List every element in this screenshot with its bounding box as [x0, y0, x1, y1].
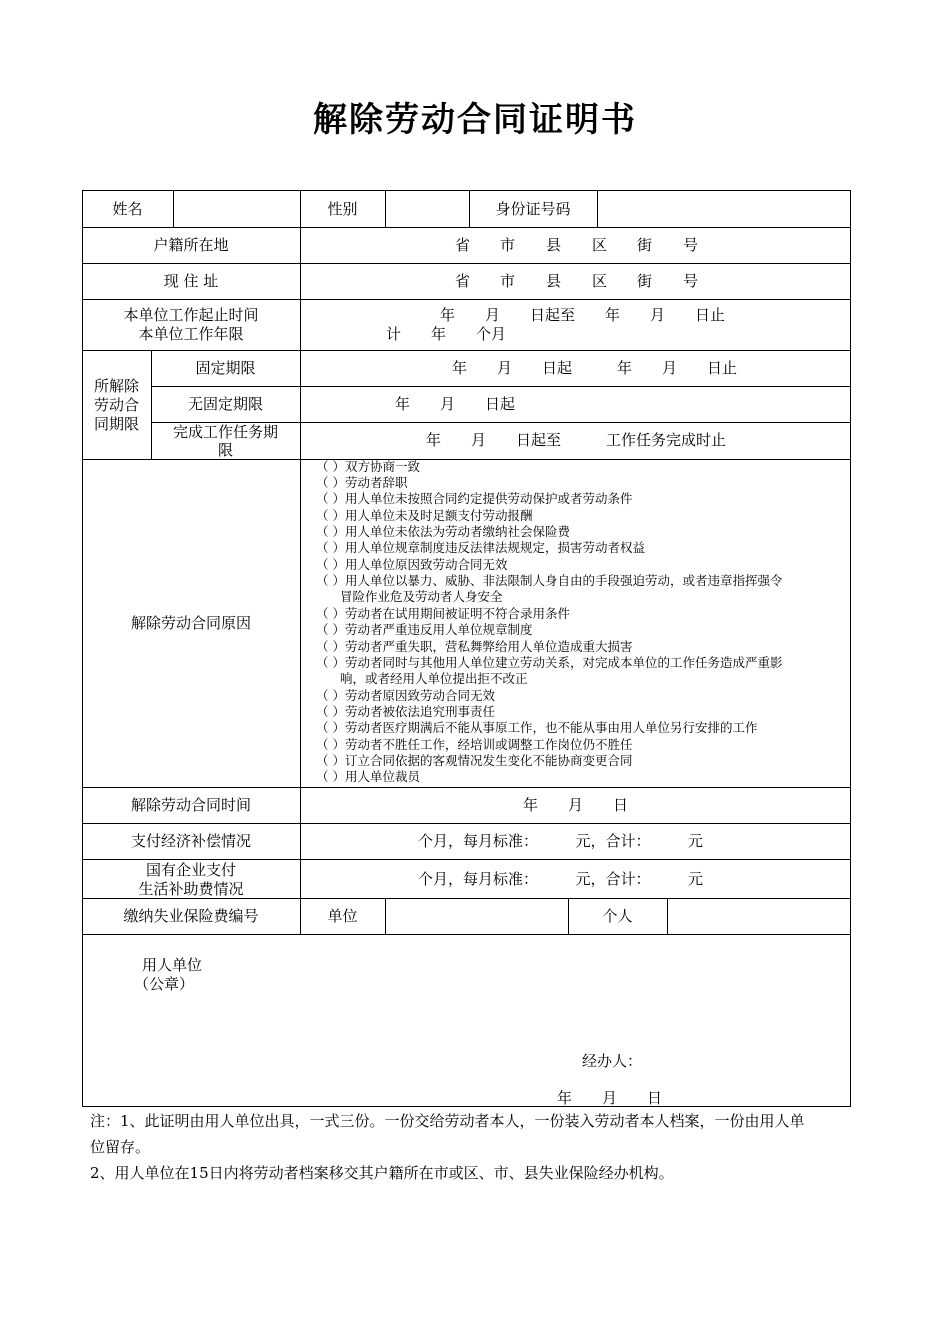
subsidy-label-cont: 生活补助费情况 [138, 880, 244, 898]
gender-field[interactable] [386, 191, 468, 226]
hukou-label: 户籍所在地 [153, 236, 229, 254]
reason-item[interactable]: （ ）劳动者严重违反用人单位规章制度 [316, 622, 533, 637]
task-term-value[interactable]: 年 月 日起至 工作任务完成时止 [426, 431, 727, 449]
insurance-unit-label: 单位 [327, 907, 358, 925]
handler-label[interactable]: 经办人： [582, 1052, 643, 1070]
address-number[interactable]: 号 [683, 272, 699, 290]
reason-item[interactable]: （ ）用人单位未按照合同约定提供劳动保护或者劳动条件 [316, 491, 633, 506]
hukou-number[interactable]: 号 [683, 236, 699, 254]
insurance-personal-label: 个人 [602, 907, 633, 925]
employer-label: 用人单位 [142, 956, 203, 974]
reason-item[interactable]: （ ）用人单位裁员 [316, 769, 420, 784]
contract-term-label: 劳动合 [93, 396, 139, 414]
subsidy-label: 国有企业支付 [145, 861, 236, 879]
reason-item[interactable]: （ ）用人单位未及时足额支付劳动报酬 [316, 508, 533, 523]
reason-item[interactable]: （ ）双方协商一致 [316, 459, 420, 474]
work-period-value[interactable]: 年 月 日起至 年 月 日止 [440, 306, 726, 324]
hukou-city[interactable]: 市 [500, 236, 516, 254]
termination-date-value[interactable]: 年 月 日 [523, 796, 629, 814]
fixed-term-label: 固定期限 [195, 359, 256, 377]
reason-item[interactable]: （ ）劳动者同时与其他用人单位建立劳动关系，对完成本单位的工作任务造成严重影 [316, 655, 783, 670]
reason-item-cont: 响，或者经用人单位提出拒不改正 [340, 671, 528, 686]
reason-item[interactable]: （ ）劳动者医疗期满后不能从事原工作，也不能从事由用人单位另行安排的工作 [316, 720, 758, 735]
reasons-label: 解除劳动合同原因 [130, 614, 251, 632]
gender-label: 性别 [327, 200, 358, 218]
signature-date[interactable]: 年 月 日 [557, 1089, 663, 1107]
reason-item[interactable]: （ ）用人单位规章制度违反法律法规规定，损害劳动者权益 [316, 540, 645, 555]
reason-item[interactable]: （ ）订立合同依据的客观情况发生变化不能协商变更合同 [316, 753, 633, 768]
hukou-district[interactable]: 区 [592, 236, 608, 254]
work-period-label: 本单位工作起止时间 [123, 306, 259, 324]
address-district[interactable]: 区 [592, 272, 608, 290]
address-province[interactable]: 省 [455, 272, 471, 290]
contract-term-label: 所解除 [93, 377, 139, 395]
note-line: 位留存。 [90, 1138, 151, 1156]
fixed-term-value[interactable]: 年 月 日起 年 月 日止 [452, 359, 738, 377]
reason-item[interactable]: （ ）劳动者不胜任工作，经培训或调整工作岗位仍不胜任 [316, 737, 633, 752]
termination-date-label: 解除劳动合同时间 [130, 796, 251, 814]
address-county[interactable]: 县 [546, 272, 562, 290]
insurance-personal-field[interactable] [668, 899, 850, 933]
task-term-label-cont: 限 [217, 441, 233, 457]
address-label: 现 住 址 [163, 272, 219, 290]
compensation-value[interactable]: 个月，每月标准： 元，合计： 元 [418, 832, 704, 850]
note-line: 注：1、此证明由用人单位出具，一式三份。一份交给劳动者本人，一份装入劳动者本人档案，一份由用人单 [90, 1112, 805, 1130]
note-line: 2、用人单位在15日内将劳动者档案移交其户籍所在市或区、市、县失业保险经办机构。 [90, 1164, 674, 1182]
work-years-value[interactable]: 计 年 个月 [386, 325, 507, 343]
seal-label: （公章） [134, 975, 195, 993]
reason-item[interactable]: （ ）劳动者被依法追究刑事责任 [316, 704, 495, 719]
id-number-field[interactable] [598, 191, 850, 226]
reason-item[interactable]: （ ）劳动者在试用期间被证明不符合录用条件 [316, 606, 570, 621]
page-title: 解除劳动合同证明书 [313, 100, 637, 140]
reason-item[interactable]: （ ）用人单位原因致劳动合同无效 [316, 557, 508, 572]
reason-item[interactable]: （ ）用人单位未依法为劳动者缴纳社会保险费 [316, 524, 570, 539]
name-field[interactable] [174, 191, 299, 226]
insurance-unit-field[interactable] [386, 899, 567, 933]
id-number-label: 身份证号码 [495, 200, 571, 218]
work-years-label: 本单位工作年限 [138, 325, 244, 343]
reason-item[interactable]: （ ）劳动者严重失职，营私舞弊给用人单位造成重大损害 [316, 639, 633, 654]
open-term-value[interactable]: 年 月 日起 [395, 395, 516, 413]
reason-item[interactable]: （ ）用人单位以暴力、威胁、非法限制人身自由的手段强迫劳动，或者违章指挥强令 [316, 573, 783, 588]
reason-item[interactable]: （ ）劳动者辞职 [316, 475, 408, 490]
hukou-province[interactable]: 省 [455, 236, 471, 254]
address-city[interactable]: 市 [500, 272, 516, 290]
hukou-street[interactable]: 街 [637, 236, 653, 254]
reason-item[interactable]: （ ）劳动者原因致劳动合同无效 [316, 688, 495, 703]
open-term-label: 无固定期限 [187, 395, 263, 413]
compensation-label: 支付经济补偿情况 [130, 832, 251, 850]
hukou-county[interactable]: 县 [546, 236, 562, 254]
reason-item-cont: 冒险作业危及劳动者人身安全 [340, 589, 503, 604]
contract-term-label: 同期限 [93, 415, 139, 433]
task-term-label: 完成工作任务期 [172, 423, 278, 441]
insurance-number-label: 缴纳失业保险费编号 [123, 907, 259, 925]
subsidy-value[interactable]: 个月，每月标准： 元，合计： 元 [418, 870, 704, 888]
address-street[interactable]: 街 [637, 272, 653, 290]
name-label: 姓名 [112, 200, 143, 218]
